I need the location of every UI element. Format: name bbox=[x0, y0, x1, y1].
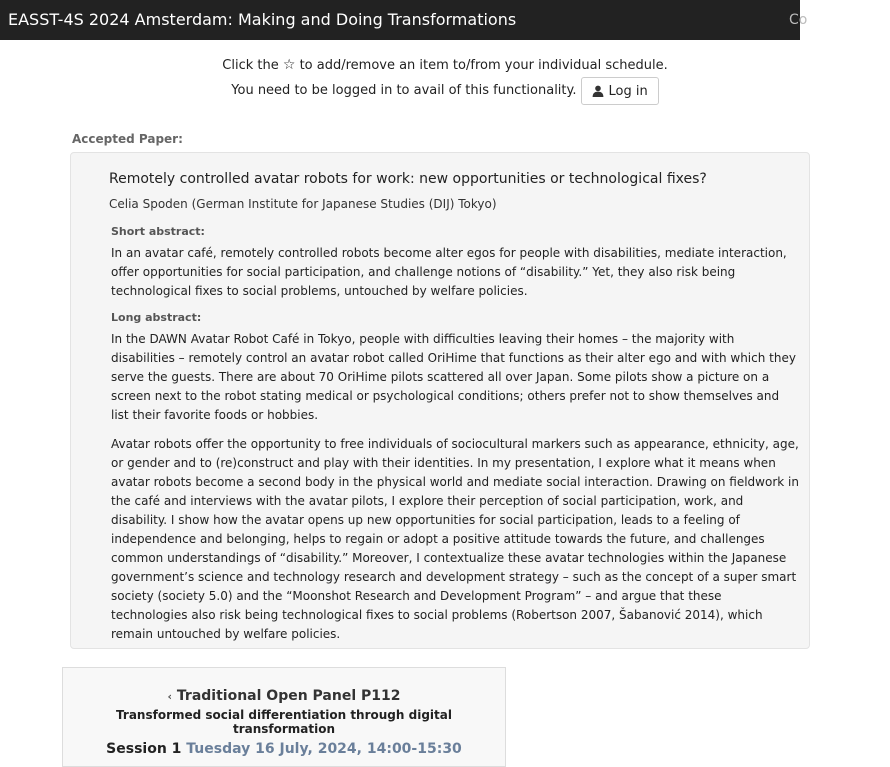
schedule-notice bbox=[0, 54, 890, 105]
panel-card bbox=[62, 667, 506, 767]
login-button[interactable] bbox=[581, 77, 659, 105]
short-abstract-text: In an avatar café, remotely controlled robots become alter egos for people with disabilities, mediate interaction, offer opportunities for social participation, and challenge notions of “disability.” Yet, they also risk being technological fixes to social problems, untouched by welfare policies. bbox=[111, 246, 787, 298]
notice-text-pre: Click the bbox=[222, 58, 279, 73]
paper-card bbox=[70, 152, 810, 649]
login-button-label: Log in bbox=[608, 83, 648, 99]
schedule-notice-line2 bbox=[231, 77, 658, 105]
panel-link-label: Traditional Open Panel P112 bbox=[176, 688, 401, 704]
schedule-notice-line1 bbox=[0, 54, 890, 77]
section-label: Accepted Paper: bbox=[72, 132, 183, 146]
star-icon: ☆ bbox=[282, 57, 296, 73]
session-label: Session 1 bbox=[106, 741, 182, 757]
session-date: Tuesday 16 July, 2024, 14:00-15:30 bbox=[186, 741, 462, 757]
login-required-text: You need to be logged in to avail of this functionality. bbox=[231, 83, 577, 98]
paper-title: Remotely controlled avatar robots for work: new opportunities or technological fixes? bbox=[109, 171, 707, 187]
short-abstract-heading: Short abstract: bbox=[111, 225, 205, 238]
long-abstract-heading: Long abstract: bbox=[111, 311, 202, 324]
paper-content bbox=[109, 169, 799, 654]
long-abstract-paragraph-1: In the DAWN Avatar Robot Café in Tokyo, people with difficulties leaving their homes – the majority with disabilities – remotely control an avatar robot called OriHime that functions as their alter ego and with which they serve the guests. There are about 70 OriHime pilots scattered all over Japan. Some pilots show a picture on a screen next to the robot stating medical or psychological conditions; others prefer not to show themselves and list their favorite foods or hobbies. bbox=[111, 332, 796, 422]
panel-link[interactable] bbox=[63, 688, 505, 704]
top-navbar bbox=[0, 0, 808, 40]
notice-text-post: to add/remove an item to/from your individual schedule. bbox=[299, 58, 668, 73]
chevron-left-icon: ‹ bbox=[167, 690, 173, 703]
panel-subtitle: Transformed social differentiation through digital transformation bbox=[116, 708, 452, 736]
paper-authors: Celia Spoden (German Institute for Japanese Studies (DIJ) Tokyo) bbox=[109, 197, 497, 211]
user-icon bbox=[592, 85, 604, 97]
long-abstract-paragraph-2: Avatar robots offer the opportunity to free individuals of sociocultural markers such as appearance, ethnicity, age, or gender and to (re)construct and play with their identities. In my presentation, I explore what it means when avatar robots become a second body in the physical world and mediate social interaction. Drawing on fieldwork in the café and interviews with the avatar pilots, I explore their perception of social participation, work, and disability. I show how the avatar opens up new opportunities for social participation, leads to a feeling of independence and belonging, helps to regain or adopt a positive attitude towards the future, and challenges common understandings of “disability.” Moreover, I contextualize these avatar technologies within the Japanese government’s science and technology research and development strategy – such as the concept of a super smart society (society 5.0) and the “Moonshot Research and Development Program” – and argue that these technologies also risk being technological fixes to social problems (Robertson 2007, Šabanović 2014), which remain untouched by welfare policies. bbox=[111, 437, 799, 641]
panel-session bbox=[63, 741, 505, 757]
site-title[interactable]: EASST-4S 2024 Amsterdam: Making and Doing Transformations bbox=[8, 10, 517, 29]
nav-link-truncated[interactable]: Co bbox=[789, 12, 808, 28]
